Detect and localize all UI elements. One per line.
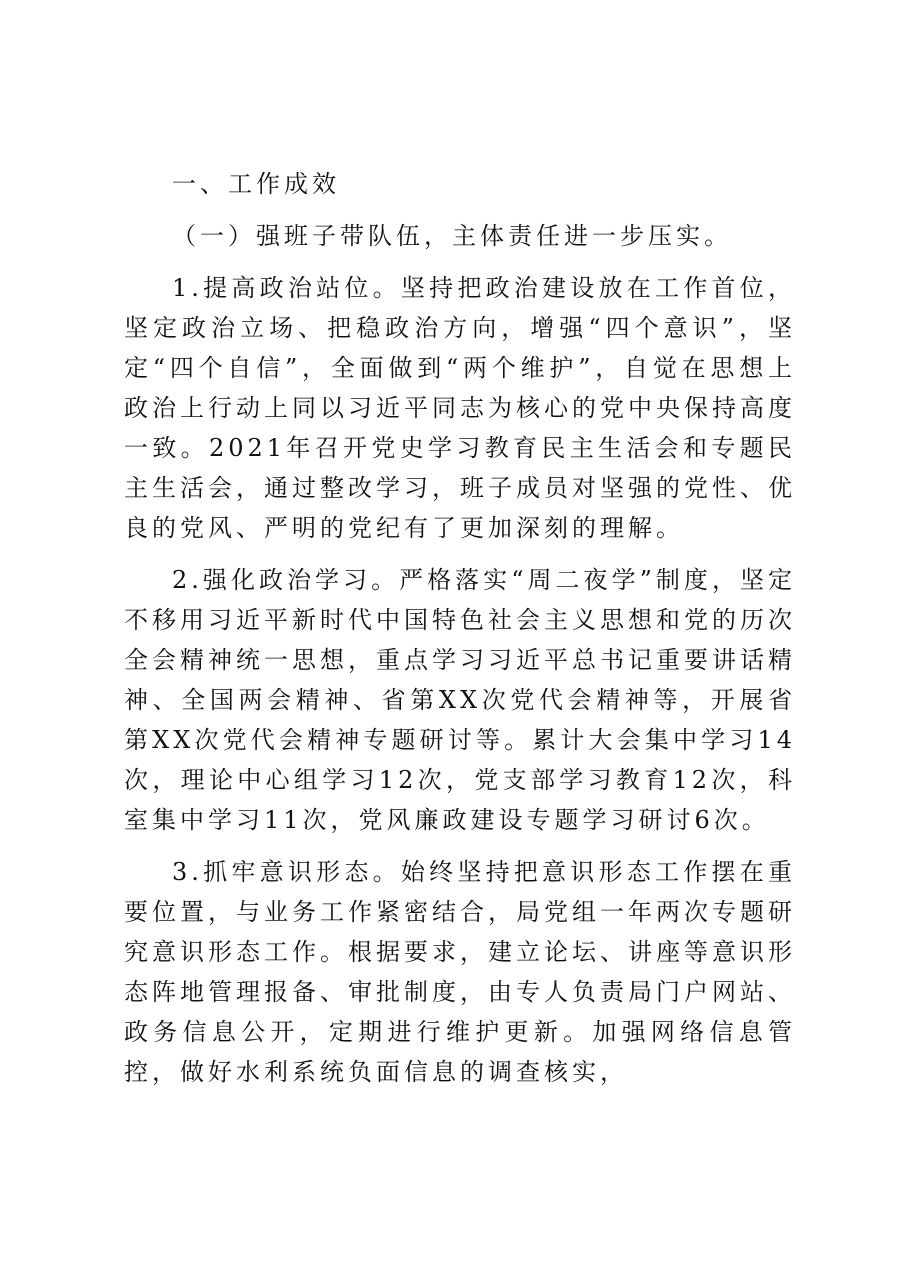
document-body — [124, 164, 796, 1104]
paragraph-political-study: 2.强化政治学习。严格落实“周二夜学”制度，坚定不移用习近平新时代中国特色社会主义思想和党的历次全会精神统一思想，重点学习习近平总书记重要讲话精神、全国两会精神、省第XX次党代会精神等，开展省第XX次党代会精神专题研讨等。累计大会集中学习14次，理论中心组学习12次，党支部学习教育12次，科室集中学习11次，党风廉政建设专题学习研讨6次。 — [124, 566, 796, 834]
paragraph-political-stance: 1.提高政治站位。坚持把政治建设放在工作首位，坚定政治立场、把稳政治方向，增强“四个意识”，坚定“四个自信”，全面做到“两个维护”，自觉在思想上政治上行动上同以习近平同志为核心的党中央保持高度一致。2021年召开党史学习教育民主生活会和专题民主生活会，通过整改学习，班子成员对坚强的党性、优良的党风、严明的党纪有了更加深刻的理解。 — [124, 274, 796, 542]
subheading: （一）强班子带队伍，主体责任进一步压实。 — [172, 222, 732, 250]
paragraph-ideology: 3.抓牢意识形态。始终坚持把意识形态工作摆在重要位置，与业务工作紧密结合，局党组一年两次专题研究意识形态工作。根据要求，建立论坛、讲座等意识形态阵地管理报备、审批制度，由专人负责局门户网站、政务信息公开，定期进行维护更新。加强网络信息管控，做好水利系统负面信息的调查核实， — [124, 858, 796, 1086]
section-heading: 一、工作成效 — [172, 170, 340, 198]
